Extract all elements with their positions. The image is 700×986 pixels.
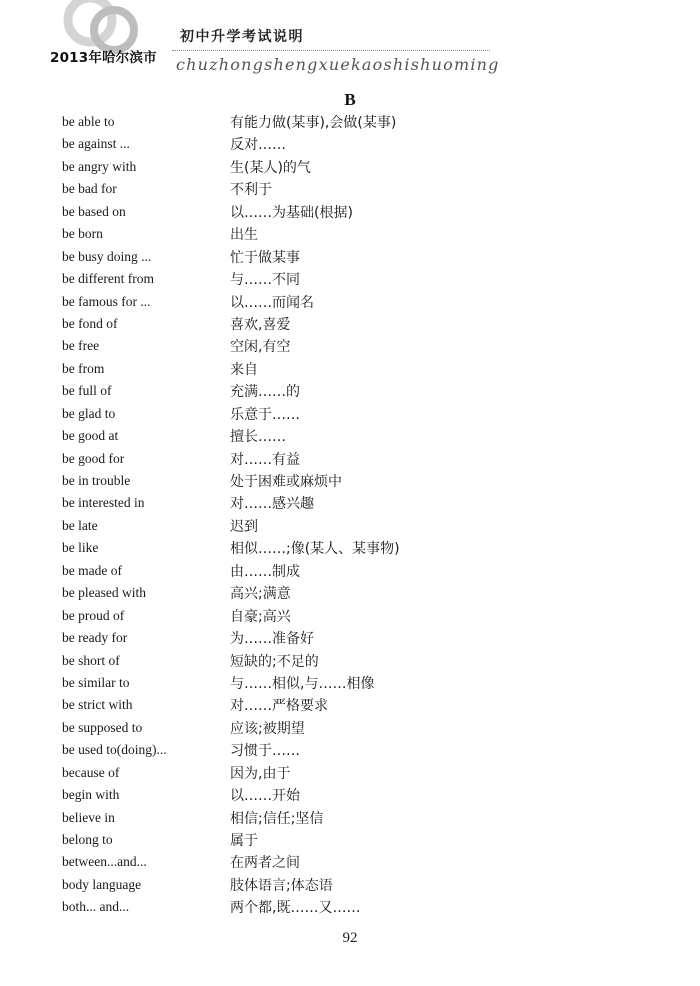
list-item — [0, 537, 700, 559]
entry-term: be proud of — [62, 607, 125, 623]
entry-term: be like — [62, 540, 99, 556]
list-item — [0, 717, 700, 739]
entry-meaning: 处于困难或麻烦中 — [230, 474, 342, 490]
entry-meaning: 肢体语言;体态语 — [230, 877, 333, 894]
vocabulary-list — [0, 111, 700, 919]
entry-meaning: 与……不同 — [230, 272, 300, 289]
entry-meaning: 反对…… — [230, 137, 286, 154]
entry-term: between...and... — [62, 854, 147, 870]
list-item — [0, 784, 700, 806]
entry-meaning: 与……相似,与……相像 — [230, 675, 375, 692]
entry-term: body language — [62, 876, 142, 892]
entry-meaning: 两个都,既……又…… — [230, 900, 361, 917]
list-item — [0, 178, 700, 200]
entry-meaning: 喜欢,喜爱 — [230, 316, 291, 333]
entry-meaning: 对……有益 — [230, 451, 300, 468]
list-item — [0, 448, 700, 470]
list-item — [0, 313, 700, 335]
entry-meaning: 由……制成 — [230, 563, 300, 580]
list-item — [0, 762, 700, 784]
header-title: 初中升学考试说明 — [180, 29, 304, 45]
entry-term: because of — [62, 764, 120, 780]
list-item — [0, 739, 700, 761]
entry-term: believe in — [62, 809, 115, 825]
entry-term: be able to — [62, 114, 115, 129]
entry-term: be free — [62, 338, 100, 354]
entry-term: be made of — [62, 562, 122, 578]
header-divider — [172, 50, 490, 51]
entry-meaning: 空闲,有空 — [230, 339, 291, 356]
entry-meaning: 短缺的;不足的 — [230, 653, 319, 670]
entry-meaning: 对……感兴趣 — [230, 496, 314, 513]
list-item — [0, 650, 700, 672]
entry-meaning: 高兴;满意 — [230, 586, 291, 603]
entry-meaning: 充满……的 — [230, 384, 300, 401]
entry-meaning: 迟到 — [230, 518, 258, 535]
list-item — [0, 358, 700, 380]
entry-meaning: 有能力做(某事),会做(某事) — [230, 115, 397, 131]
entry-term: be glad to — [62, 405, 116, 421]
list-item — [0, 470, 700, 492]
entry-meaning: 不利于 — [230, 182, 272, 199]
entry-term: be in trouble — [62, 473, 131, 488]
entry-meaning: 因为,由于 — [230, 765, 291, 782]
header-pinyin: chuzhongshengxuekaoshishuoming — [176, 55, 500, 74]
list-item — [0, 515, 700, 537]
entry-meaning: 来自 — [230, 361, 258, 378]
entry-meaning: 习惯于…… — [230, 743, 300, 760]
entry-term: be based on — [62, 203, 126, 219]
entry-meaning: 乐意于…… — [230, 406, 300, 423]
list-item — [0, 291, 700, 313]
list-item — [0, 425, 700, 447]
list-item — [0, 201, 700, 223]
entry-meaning: 相信;信任;坚信 — [230, 810, 324, 827]
list-item — [0, 560, 700, 582]
entry-meaning: 自豪;高兴 — [230, 608, 291, 625]
entry-term: be good at — [62, 428, 119, 444]
entry-meaning: 出生 — [230, 227, 258, 244]
list-item — [0, 335, 700, 357]
entry-term: be ready for — [62, 630, 128, 646]
entry-term: be used to(doing)... — [62, 742, 167, 758]
list-item — [0, 133, 700, 155]
entry-meaning: 忙于做某事 — [230, 249, 300, 266]
list-item — [0, 492, 700, 514]
entry-term: be famous for ... — [62, 293, 151, 309]
entry-term: be against ... — [62, 136, 130, 152]
entry-meaning: 应该;被期望 — [230, 720, 305, 737]
entry-meaning: 以……开始 — [230, 788, 300, 805]
list-item — [0, 874, 700, 896]
entry-term: be busy doing ... — [62, 248, 152, 264]
entry-term: be interested in — [62, 495, 145, 511]
entry-term: be strict with — [62, 697, 133, 713]
entry-term: be supposed to — [62, 719, 143, 735]
section-letter: B — [344, 90, 356, 109]
list-item — [0, 111, 700, 133]
entry-meaning: 对……严格要求 — [230, 698, 328, 715]
entry-meaning: 擅长…… — [230, 429, 286, 446]
entry-term: be similar to — [62, 674, 130, 690]
entry-meaning: 为……准备好 — [230, 631, 314, 648]
entry-meaning: 相似……;像(某人、某事物) — [230, 541, 400, 558]
list-item — [0, 829, 700, 851]
list-item — [0, 246, 700, 268]
entry-term: be from — [62, 360, 105, 376]
list-item — [0, 223, 700, 245]
list-item — [0, 807, 700, 829]
entry-meaning: 在两者之间 — [230, 855, 300, 872]
page-number: 92 — [342, 930, 358, 946]
entry-term: be pleased with — [62, 585, 146, 601]
entry-term: be short of — [62, 652, 120, 668]
entry-term: be late — [62, 517, 98, 533]
list-item — [0, 156, 700, 178]
list-item — [0, 605, 700, 627]
entry-meaning: 属于 — [230, 833, 258, 849]
entry-meaning: 生(某人)的气 — [230, 159, 311, 176]
list-item — [0, 672, 700, 694]
list-item — [0, 627, 700, 649]
list-item — [0, 380, 700, 402]
entry-term: be full of — [62, 383, 112, 399]
entry-term: belong to — [62, 832, 113, 847]
list-item — [0, 851, 700, 873]
header-year-city: 2013年哈尔滨市 — [50, 50, 157, 66]
list-item — [0, 896, 700, 918]
list-item — [0, 694, 700, 716]
entry-term: begin with — [62, 787, 120, 803]
entry-term: be bad for — [62, 181, 117, 197]
list-item — [0, 582, 700, 604]
entry-term: be fond of — [62, 315, 118, 331]
entry-meaning: 以……为基础(根据) — [230, 204, 353, 221]
entry-term: be born — [62, 226, 103, 242]
entry-term: be good for — [62, 450, 125, 466]
list-item — [0, 403, 700, 425]
list-item — [0, 268, 700, 290]
entry-term: both... and... — [62, 899, 130, 915]
entry-term: be angry with — [62, 158, 137, 174]
entry-term: be different from — [62, 271, 154, 287]
entry-meaning: 以……而闻名 — [230, 294, 314, 311]
